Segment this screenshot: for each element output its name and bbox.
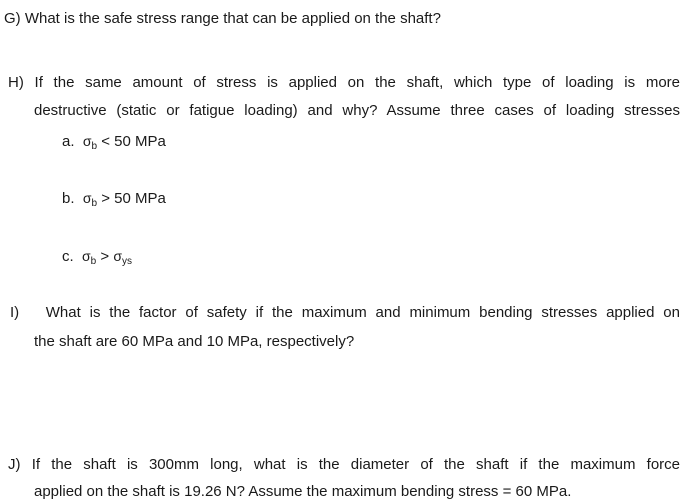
question-j-label: J) [8,456,21,473]
question-g-label: G) [4,10,21,27]
case-c-marker: c. [62,248,74,265]
question-j-line-1 [8,455,680,475]
case-a-marker: a. [62,133,75,150]
question-i-line-1 [10,303,680,323]
case-a-relation: < 50 MPa [101,133,166,150]
subscript-b: b [90,256,97,267]
question-i-text-2: the shaft are 60 MPa and 10 MPa, respectively? [34,333,355,350]
question-i-text-1: What is the factor of safety if the maximum and minimum bending stresses applied on [45,304,680,321]
sigma-symbol: σ [113,248,122,264]
case-b-marker: b. [62,190,75,207]
question-g-text: What is the safe stress range that can be applied on the shaft? [24,10,441,27]
question-h-line-2 [34,101,680,121]
sigma-symbol: σ [82,190,92,206]
question-h-label: H) [8,74,24,91]
question-j-text-2: applied on the shaft is 19.26 N? Assume the maximum bending stress = 60 MPa. [34,483,572,500]
case-b [62,188,166,211]
subscript-ys: ys [121,256,132,267]
case-c [62,246,132,269]
sigma-symbol: σ [82,133,92,149]
case-c-relation: > [100,248,110,265]
sigma-symbol: σ [82,248,91,264]
question-j-line-2 [34,482,571,502]
subscript-b: b [91,198,98,209]
case-a [62,131,166,154]
case-b-relation: > 50 MPa [101,190,166,207]
subscript-b: b [91,141,98,152]
question-i-label: I) [10,304,20,321]
question-h-text-1: If the same amount of stress is applied on the shaft, which type of loading is more [34,74,681,91]
question-i-line-2 [34,332,354,352]
question-h-text-2: destructive (static or fatigue loading) and why? Assume three cases of loading stresses [34,102,680,119]
question-j-text-1: If the shaft is 300mm long, what is the diameter of the shaft if the maximum force [31,456,680,473]
question-h-line-1 [8,73,680,93]
question-g [4,9,441,29]
